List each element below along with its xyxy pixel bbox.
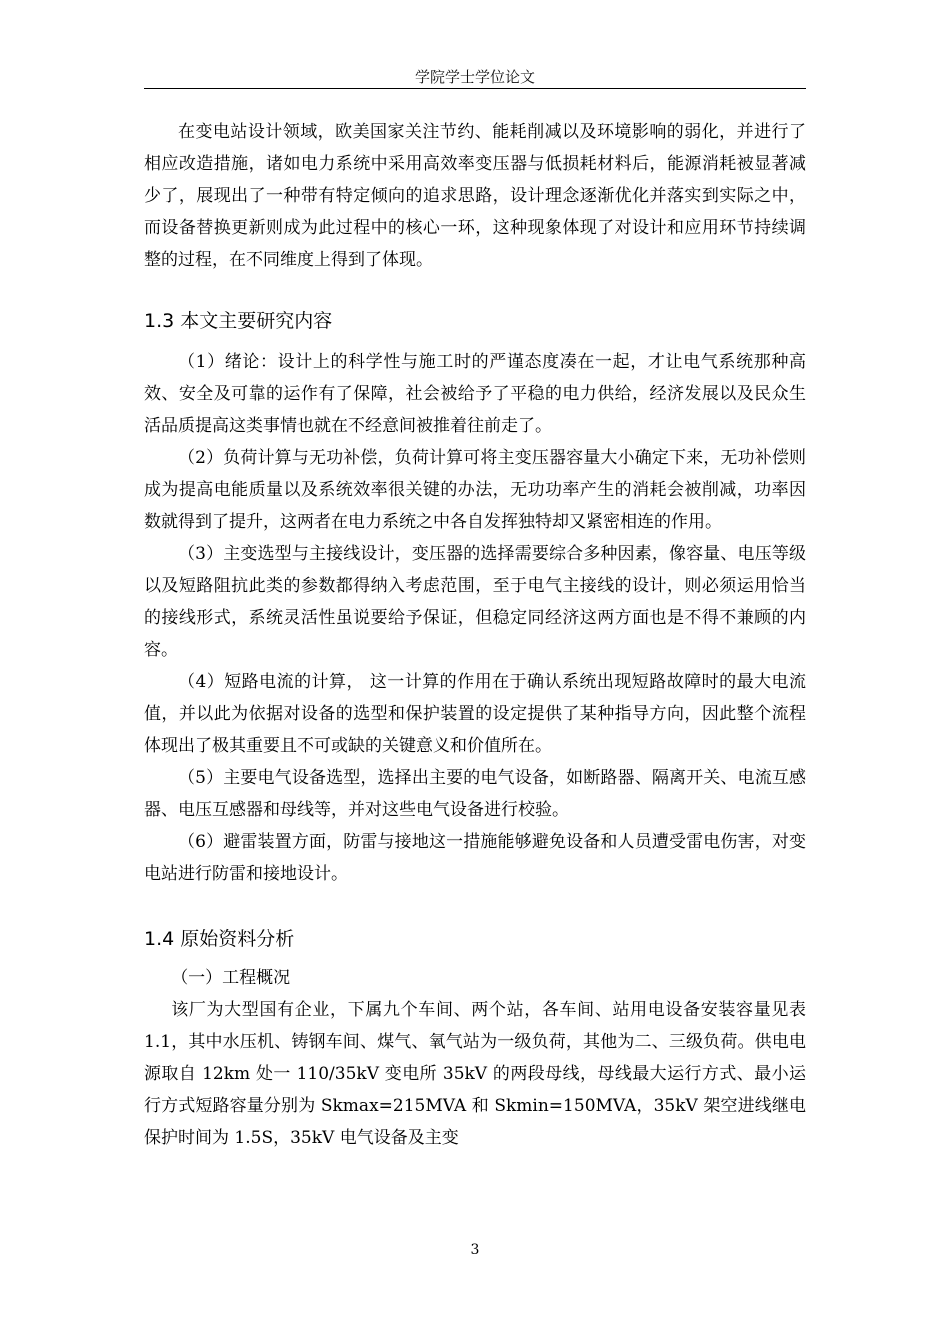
section-heading-1-4: 1.4 原始资料分析 (144, 928, 295, 950)
research-item-5: （5）主要电气设备选型，选择出主要的电气设备，如断路器、隔离开关、电流互感器、电压互感器和母线等，并对这些电气设备进行校验。 (144, 768, 806, 820)
research-item-6: （6）避雷装置方面，防雷与接地这一措施能够避免设备和人员遭受雷电伤害，对变电站进行防雷和接地设计。 (144, 832, 806, 884)
research-item-4: （4）短路电流的计算， 这一计算的作用在于确认系统出现短路故障时的最大电流值，并以此为依据对设备的选型和保护装置的设定提供了某种指导方向，因此整个流程体现出了极其重要且不可或缺的关键意义和价值所在。 (144, 672, 806, 756)
research-item-3: （3）主变选型与主接线设计，变压器的选择需要综合多种因素，像容量、电压等级以及短路阻抗此类的参数都得纳入考虑范围，至于电气主接线的设计，则必须运用恰当的接线形式，系统灵活性虽说要给予保证，但稳定同经济这两方面也是不得不兼顾的内容。 (144, 544, 806, 660)
running-header: 学院学士学位论文 (414, 68, 535, 86)
research-item-2: （2）负荷计算与无功补偿，负荷计算可将主变压器容量大小确定下来，无功补偿则成为提高电能质量以及系统效率很关键的办法，无功功率产生的消耗会被削减，功率因数就得到了提升，这两者在电力系统之中各自发挥独特却又紧密相连的作用。 (144, 448, 806, 532)
page-number: 3 (470, 1242, 480, 1258)
research-item-1: （1）绪论：设计上的科学性与施工时的严谨态度凑在一起，才让电气系统那种高效、安全及可靠的运作有了保障，社会被给予了平稳的电力供给，经济发展以及民众生活品质提高这类事情也就在不经意间被推着往前走了。 (144, 352, 806, 436)
intro-paragraph: 在变电站设计领域，欧美国家关注节约、能耗削减以及环境影响的弱化，并进行了相应改造措施，诸如电力系统中采用高效率变压器与低损耗材料后，能源消耗被显著减少了，展现出了一种带有特定倾向的追求思路，设计理念逐渐优化并落实到实际之中，而设备替换更新则成为此过程中的核心一环，这种现象体现了对设计和应用环节持续调整的过程，在不同维度上得到了体现。 (144, 122, 806, 270)
project-overview-paragraph: 该厂为大型国有企业，下属九个车间、两个站，各车间、站用电设备安装容量见表 1.1，其中水压机、铸钢车间、煤气、氧气站为一级负荷，其他为二、三级负荷。供电电源取自 12km 处一 110/35kV 变电所 35kV 的两段母线，母线最大运行方式、最小运行方式短路容量分别为 Skmax=215MVA 和 Skmin=150MVA，35kV 架空进线继电保护时间为 1.5S，35kV 电气设备及主变 (144, 1000, 806, 1148)
subheading-project-overview: （一）工程概况 (171, 968, 291, 988)
header-divider (144, 88, 806, 89)
page-body (144, 116, 806, 1154)
section-heading-1-3: 1.3 本文主要研究内容 (144, 310, 333, 332)
